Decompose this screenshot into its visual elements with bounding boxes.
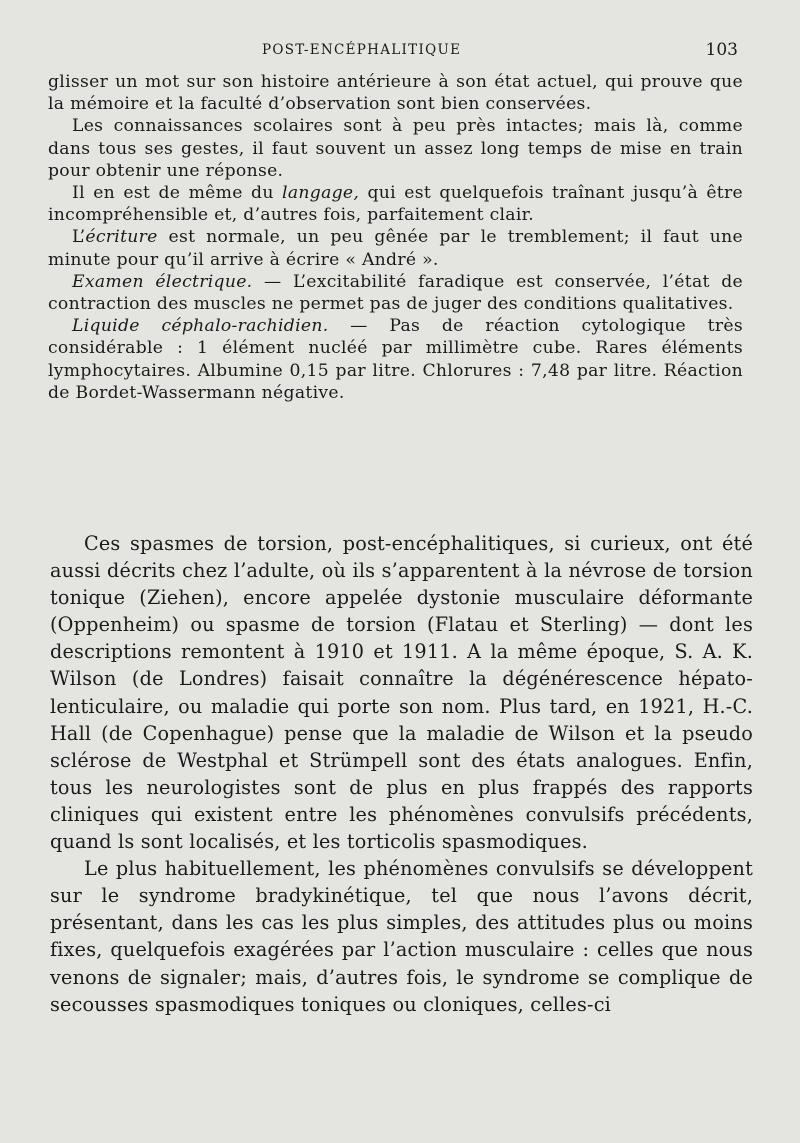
writing-text: est normale, un peu gênée par le tremblement; il faut une minute pour qu’il arrive à écrire « André ». [48,227,743,270]
page-header [0,40,800,64]
running-title: POST-ENCÉPHALITIQUE [262,42,462,58]
body-paragraph-convulsive: Le plus habituellement, les phénomènes convulsifs se développent sur le syndrome bradykinétique, tel que nous l’avons décrit, présentant, dans les cas les plus simples, des attitudes plus ou moins fixes, quelquefois exagérées par l’action musculaire : celles que nous venons de signaler; mais, d’autres fois, le syndrome se complique de secousses spasmodiques toniques ou cloniques, celles-ci [50,857,753,1016]
notes-paragraph-memory: glisser un mot sur son histoire antérieure à son état actuel, qui prouve que la mémoire et la faculté d’observation sont bien conservées. [48,72,743,115]
electrical-text: — L’excitabilité faradique est conservée, l’état de contraction des muscles ne permet pas de juger des conditions qualitatives. [48,271,743,315]
language-text: qui est quelquefois traînant jusqu’à être incompréhensible et, d’autres fois, parfaitement clair. [48,183,743,226]
body-paragraph-torsion: Ces spasmes de torsion, post-encéphalitiques, si curieux, ont été aussi décrits chez l’adulte, où ils s’apparentent à la névrose de torsion tonique (Ziehen), encore appelée dystonie musculaire déformante (Oppenheim) ou spasme de torsion (Flatau et Sterling) — dont les descriptions remontent à 1910 et 1911. A la même époque, S. A. K. Wilson (de Londres) faisait connaître la dégénérescence hépato-lenticulaire, ou maladie qui porte son nom. Plus tard, en 1921, H.-C. Hall (de Copenhague) pense que la maladie de Wilson et la pseudo sclérose de Westphal et Strümpell sont des états analogues. Enfin, tous les neurologistes sont de plus en plus frappés des rapports cliniques qui existent entre les phénomènes convulsifs précédents, quand ls sont localisés, et les torticolis spasmodiques. [50,532,753,854]
language-term: langage, [282,183,360,204]
notes-paragraph-language [48,182,743,226]
notes-paragraph-school: Les connaissances scolaires sont à peu près intactes; mais là, comme dans tous ses gestes, il faut souvent un assez long temps de mise en train pour obtenir une réponse. [48,116,743,181]
notes-paragraph-writing [48,226,743,270]
electrical-heading: Examen électrique. [72,271,253,292]
notes-paragraph-electrical [48,271,743,315]
csf-heading: Liquide céphalo-rachidien. [72,316,329,337]
language-lead: Il en est de même du [72,183,283,204]
case-notes [48,71,743,404]
writing-lead: L’ [72,227,86,248]
main-text [50,530,753,1018]
csf-text: — Pas de réaction cytologique très considérable : 1 élément nucléé par millimètre cube. Rares éléments lymphocytaires. Albumine 0,15 par litre. Chlorures : 7,48 par litre. Réaction de Bordet-Wassermann négative. [48,316,743,403]
writing-term: écriture [85,227,158,248]
notes-paragraph-csf [48,315,743,404]
page-number: 103 [705,40,738,60]
